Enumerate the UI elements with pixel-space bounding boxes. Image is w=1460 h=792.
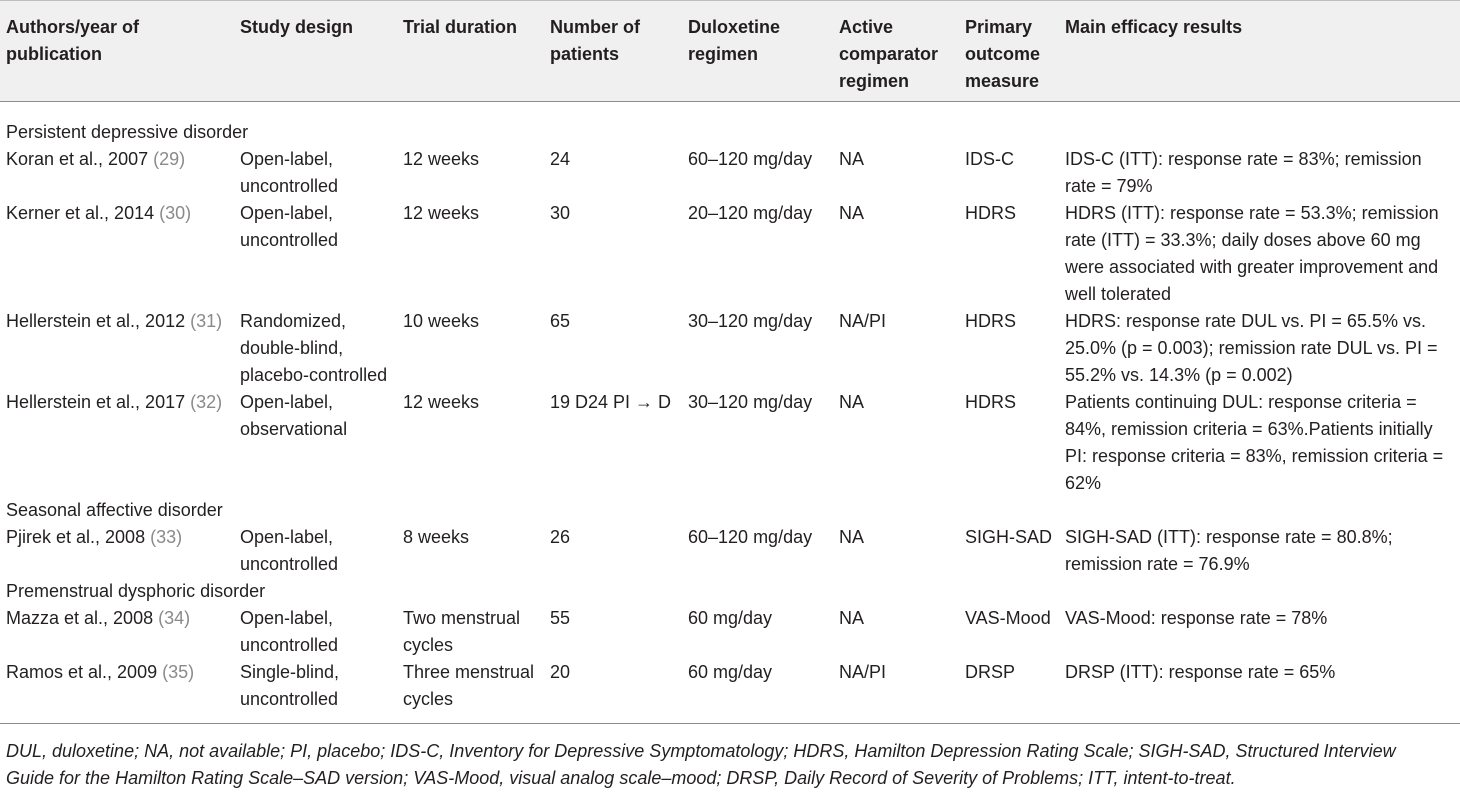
cell-comparator: NA <box>839 203 865 223</box>
cell-design: Single-blind, uncontrolled <box>234 659 397 724</box>
cell-results: SIGH-SAD (ITT): response rate = 80.8%; remission rate = 76.9% <box>1065 527 1393 574</box>
cell-outcome: DRSP <box>959 659 1059 724</box>
cell-outcome: HDRS <box>965 203 1017 223</box>
cell-patients: 24 <box>550 149 571 169</box>
cell-regimen: 60 mg/day <box>682 659 833 724</box>
cell-design: Open-label, uncontrolled <box>240 203 339 250</box>
cell-author <box>0 659 234 724</box>
author-name: Pjirek et al., 2008 <box>6 527 146 547</box>
reference-link[interactable]: (29) <box>153 149 186 169</box>
reference-link[interactable]: (31) <box>190 311 223 331</box>
cell-comparator: NA <box>839 527 865 547</box>
cell-duration: 8 weeks <box>403 527 470 547</box>
header-primary-outcome: Primary outcome measure <box>959 1 1059 102</box>
cell-regimen: 30–120 mg/day <box>688 392 813 412</box>
author-name: Hellerstein et al., 2017 <box>6 392 186 412</box>
cell-patients: 30 <box>550 203 571 223</box>
author-name: Hellerstein et al., 2012 <box>6 311 186 331</box>
cell-results: HDRS: response rate DUL vs. PI = 65.5% vs. 25.0% (p = 0.003); remission rate DUL vs. PI = 55.2% vs. 14.3% (p = 0.002) <box>1065 311 1438 385</box>
section-heading-row <box>0 497 1460 524</box>
cell-regimen: 60–120 mg/day <box>688 527 813 547</box>
table-body <box>0 102 1460 724</box>
cell-patients: 19 D24 PI → D <box>550 392 672 412</box>
cell-duration: 10 weeks <box>403 311 480 331</box>
cell-results: DRSP (ITT): response rate = 65% <box>1059 659 1460 724</box>
header-study-design: Study design <box>234 1 397 102</box>
header-main-efficacy: Main efficacy results <box>1059 1 1460 102</box>
cell-design: Randomized, double-blind, placebo-controlled <box>240 311 388 385</box>
table-header <box>0 1 1460 102</box>
cell-outcome: IDS-C <box>965 149 1014 169</box>
table-row <box>0 389 1460 497</box>
header-duloxetine-regimen: Duloxetine regimen <box>682 1 833 102</box>
cell-outcome: VAS-Mood <box>965 608 1051 628</box>
cell-comparator: NA <box>839 608 865 628</box>
cell-duration: Three menstrual cycles <box>397 659 544 724</box>
author-name: Ramos et al., 2009 <box>6 662 158 682</box>
table-row <box>0 605 1460 659</box>
table-row <box>0 524 1460 578</box>
cell-design: Open-label, uncontrolled <box>240 527 339 574</box>
header-row <box>0 1 1460 102</box>
cell-outcome: HDRS <box>965 311 1017 331</box>
cell-comparator: NA/PI <box>839 311 887 331</box>
section-heading-row <box>0 102 1460 147</box>
cell-outcome: SIGH-SAD <box>965 527 1053 547</box>
cell-patients: 26 <box>550 527 571 547</box>
cell-duration: Two menstrual cycles <box>403 608 521 655</box>
cell-design: Open-label, uncontrolled <box>240 608 339 655</box>
header-authors: Authors/year of publication <box>0 1 234 102</box>
reference-link[interactable]: (30) <box>159 203 192 223</box>
cell-patients: 65 <box>550 311 571 331</box>
cell-regimen: 60–120 mg/day <box>688 149 813 169</box>
cell-patients: 20 <box>544 659 682 724</box>
cell-author <box>0 389 234 497</box>
header-active-comparator: Active comparator regimen <box>833 1 959 102</box>
cell-comparator: NA <box>839 149 865 169</box>
cell-design: Open-label, observational <box>240 392 348 439</box>
cell-duration: 12 weeks <box>403 392 480 412</box>
reference-link[interactable]: (35) <box>162 662 195 682</box>
cell-author <box>0 146 234 200</box>
cell-comparator: NA/PI <box>833 659 959 724</box>
cell-results: HDRS (ITT): response rate = 53.3%; remission rate (ITT) = 33.3%; daily doses above 60 mg were associated with greater improvement and well tolerated <box>1065 203 1439 304</box>
reference-link[interactable]: (34) <box>158 608 191 628</box>
cell-results: Patients continuing DUL: response criteria = 84%, remission criteria = 63%.Patients initially PI: response criteria = 83%, remission criteria = 62% <box>1065 392 1444 493</box>
cell-results: VAS-Mood: response rate = 78% <box>1065 608 1328 628</box>
cell-author <box>0 605 234 659</box>
cell-author <box>0 200 234 308</box>
author-name: Koran et al., 2007 <box>6 149 149 169</box>
reference-link[interactable]: (32) <box>190 392 223 412</box>
cell-design: Open-label, uncontrolled <box>240 149 339 196</box>
table-footnote: DUL, duloxetine; NA, not available; PI, placebo; IDS-C, Inventory for Depressive Symptomatology; HDRS, Hamilton Depression Rating Scale; SIGH-SAD, Structured Interview Guide for the Hamilton Rating Scale–SAD version; VAS-Mood, visual analog scale–mood; DRSP, Daily Record of Severity of Problems; ITT, intent-to-treat. <box>6 741 1396 788</box>
cell-outcome: HDRS <box>965 392 1017 412</box>
cell-author <box>0 308 234 389</box>
author-name: Kerner et al., 2014 <box>6 203 155 223</box>
cell-regimen: 60 mg/day <box>688 608 773 628</box>
table-row <box>0 146 1460 200</box>
cell-duration: 12 weeks <box>403 149 480 169</box>
table-row <box>0 308 1460 389</box>
header-number-of-patients: Number of patients <box>544 1 682 102</box>
cell-regimen: 20–120 mg/day <box>688 203 813 223</box>
header-trial-duration: Trial duration <box>397 1 544 102</box>
section-heading-row <box>0 578 1460 605</box>
section-title: Premenstrual dysphoric disorder <box>6 581 266 601</box>
cell-duration: 12 weeks <box>403 203 480 223</box>
section-title: Persistent depressive disorder <box>6 122 249 142</box>
author-name: Mazza et al., 2008 <box>6 608 154 628</box>
table-row <box>0 659 1460 724</box>
cell-patients: 55 <box>550 608 571 628</box>
cell-regimen: 30–120 mg/day <box>688 311 813 331</box>
cell-results: IDS-C (ITT): response rate = 83%; remission rate = 79% <box>1065 149 1422 196</box>
cell-author <box>0 524 234 578</box>
reference-link[interactable]: (33) <box>150 527 183 547</box>
cell-comparator: NA <box>839 392 865 412</box>
table-row <box>0 200 1460 308</box>
section-title: Seasonal affective disorder <box>6 500 223 520</box>
